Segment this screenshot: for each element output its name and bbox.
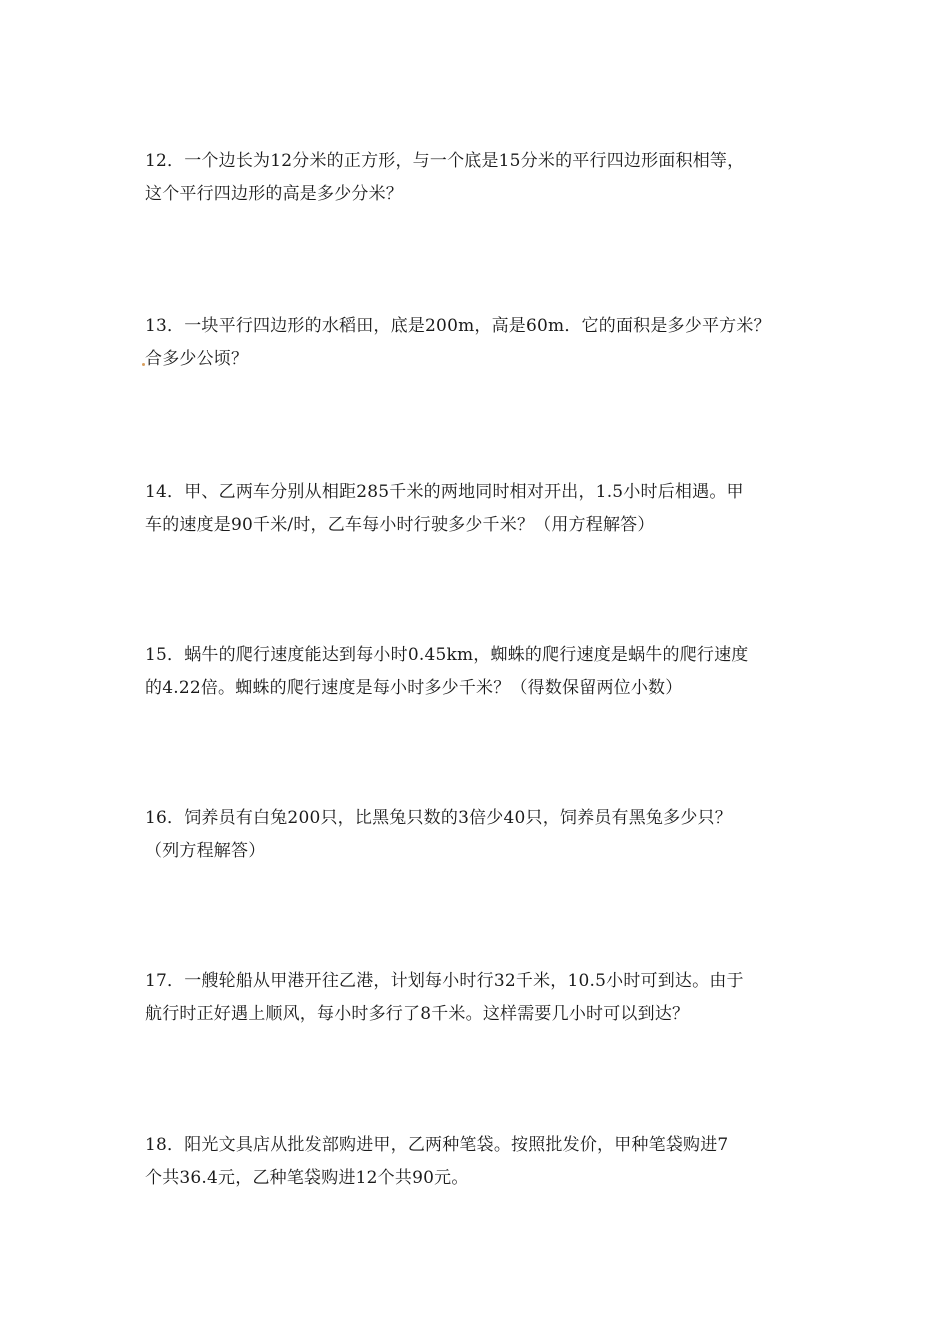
problem-13-line-2: 合多少公顷？ — [145, 349, 249, 369]
problem-13 — [145, 310, 815, 376]
problem-15 — [145, 639, 815, 705]
problem-16-line-1: 16．饲养员有白兔200只，比黑兔只数的3倍少40只，饲养员有黑兔多少只？ — [145, 808, 732, 828]
problem-14 — [145, 476, 815, 542]
problem-17 — [145, 965, 815, 1031]
problem-17-line-1: 17．一艘轮船从甲港开往乙港，计划每小时行32千米，10.5小时可到达。由于 — [145, 971, 744, 991]
problem-18-line-2: 个共36.4元，乙种笔袋购进12个共90元。 — [145, 1168, 469, 1188]
problem-18-line-1: 18．阳光文具店从批发部购进甲，乙两种笔袋。按照批发价，甲种笔袋购进7 — [145, 1135, 729, 1155]
stray-dot-mark — [142, 363, 145, 366]
problem-16 — [145, 802, 815, 868]
problem-12-line-2: 这个平行四边形的高是多少分米？ — [145, 184, 403, 204]
problem-14-line-2: 车的速度是90千米/时，乙车每小时行驶多少千米？（用方程解答） — [145, 515, 655, 535]
problem-12-line-1: 12．一个边长为12分米的正方形，与一个底是15分米的平行四边形面积相等， — [145, 151, 745, 171]
problem-14-line-1: 14．甲、乙两车分别从相距285千米的两地同时相对开出，1.5小时后相遇。甲 — [145, 482, 744, 502]
problem-15-line-2: 的4.22倍。蜘蛛的爬行速度是每小时多少千米？（得数保留两位小数） — [145, 678, 683, 698]
problem-16-line-2: （列方程解答） — [145, 841, 266, 861]
problem-13-line-1: 13．一块平行四边形的水稻田，底是200m，高是60m．它的面积是多少平方米？ — [145, 316, 771, 336]
problem-12 — [145, 145, 815, 211]
problem-18 — [145, 1129, 815, 1195]
problem-17-line-2: 航行时正好遇上顺风，每小时多行了8千米。这样需要几小时可以到达？ — [145, 1004, 690, 1024]
problem-15-line-1: 15．蜗牛的爬行速度能达到每小时0.45km，蜘蛛的爬行速度是蜗牛的爬行速度 — [145, 645, 749, 665]
